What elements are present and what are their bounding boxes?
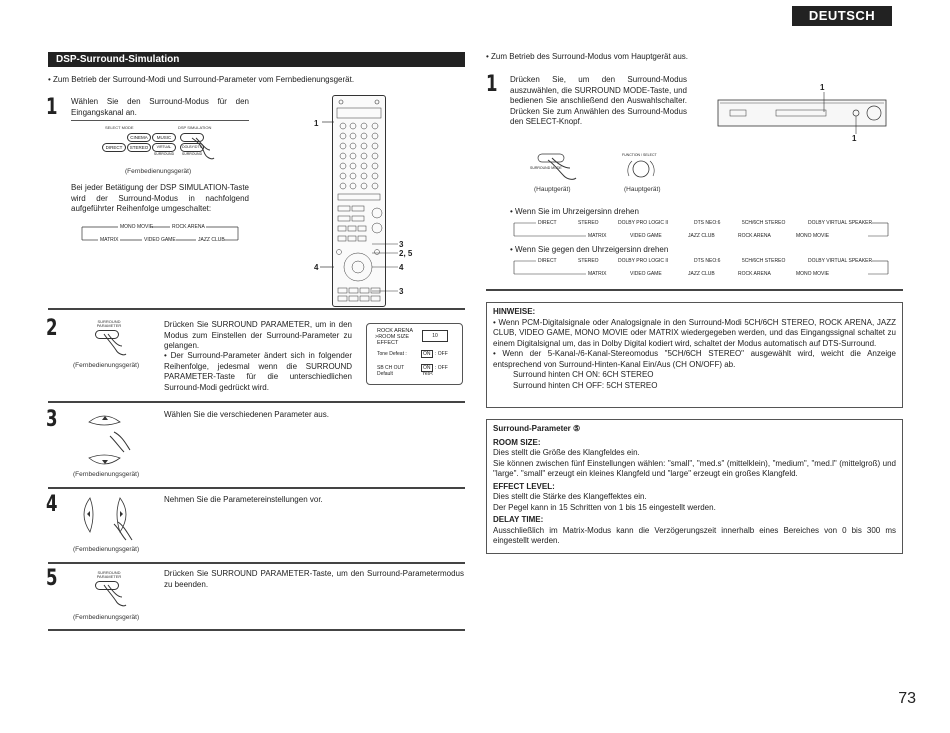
music-button[interactable]: MUSIC [152, 133, 176, 142]
right-step-1-number: 1 [486, 72, 498, 97]
remote-button-panel [100, 126, 220, 164]
cursor-left-right-buttons [76, 494, 138, 542]
dsp-simulation-flow [80, 222, 242, 246]
room-size-text-2: Sie können zwischen fünf Einstellungen wählen: "small", "med.s" (mittelklein), "medium", "med.l" (mittelgroß) und "large". "small" erzeugt ein kleines Klangfeld und "large" erzeugt ein großes Klangfeld. [493, 458, 896, 478]
flow-jazz-club: JAZZ CLUB [198, 237, 225, 243]
cw-direct: DIRECT [538, 220, 557, 226]
virtual-surround-button[interactable]: VIRTUAL SURROUND [153, 145, 175, 156]
osd-tone-label: Tone Defeat : [377, 351, 407, 357]
dolby-dts-button[interactable]: DOLBY/DTS SURROUND [181, 145, 203, 156]
step-1-caption: (Fernbedienungsgerät) [125, 168, 192, 175]
step-1-description: Bei jeder Betätigung der DSP SIMULATION-Taste wird der Surround-Modus in nachfolgend aufgeführter Reihenfolge umgeschaltet: [71, 183, 249, 213]
button-label: SURROUND PARAMETER [96, 319, 122, 328]
osd-display [366, 323, 463, 385]
step-3-number: 3 [46, 407, 58, 432]
cursor-up-down-buttons [84, 408, 134, 470]
main-caption-2: (Hauptgerät) [624, 186, 661, 193]
effect-level-text-2: Der Pegel kann in 15 Schritten von 1 bis 15 eingestellt werden. [493, 502, 716, 512]
cw-matrix: MATRIX [588, 233, 607, 239]
surround-parameter-button-illustration [90, 320, 130, 358]
btn-label-dsp-simulation: DSP SIMULATION [178, 125, 212, 130]
cw-jazz-club: JAZZ CLUB [688, 233, 715, 239]
ccw-rock-arena: ROCK ARENA [738, 271, 771, 277]
osd-on-2: ON [423, 365, 431, 371]
step-1-number: 1 [46, 95, 58, 120]
notes-bullet-1: • Wenn PCM-Digitalsignale oder Analogsignale in den Surround-Modi 5CH/6CH STEREO, ROCK ARENA, JAZZ CLUB, VIDEO GAME, MONO MOVIE oder MATRIX wiedergegeben werden, und das Eingangssignal schaltet zu einem Digitalsignal um, das in Dolby Digital kodiert wird, schaltet der Modus automatisch auf DTS-Surround. [493, 317, 896, 348]
callout-line-left [320, 263, 334, 271]
ccw-jazz-club: JAZZ CLUB [688, 271, 715, 277]
ccw-label: • Wenn Sie gegen den Uhrzeigersinn drehen [510, 245, 669, 254]
callout-line [320, 118, 334, 126]
step-divider [48, 401, 465, 403]
osd-default: Default [377, 371, 393, 377]
params-title: Surround-Parameter ⑤ [493, 424, 581, 433]
divider [486, 289, 903, 291]
flow-rock-arena: ROCK ARENA [172, 224, 205, 230]
step-4-number: 4 [46, 492, 58, 517]
device-callout-1: 1 [820, 83, 825, 92]
cw-dolby-virtual: DOLBY VIRTUAL SPEAKER [808, 220, 873, 226]
step-4-text: Nehmen Sie die Parametereinstellungen vor. [164, 495, 323, 504]
section-title: DSP-Surround-Simulation [48, 52, 465, 67]
cw-dolby-pro-logic: DOLBY PRO LOGIC II [618, 220, 669, 226]
surround-mode-label: SURROUND MODE [530, 166, 562, 170]
ccw-video-game: VIDEO GAME [630, 271, 662, 277]
ccw-matrix: MATRIX [588, 271, 607, 277]
callout-3b: 3 [399, 287, 404, 296]
cw-flow [512, 218, 890, 242]
room-size-text-1: Dies stellt die Größe des Klangfeldes ein. [493, 448, 640, 457]
step-3-caption: (Fernbedienungsgerät) [73, 471, 140, 478]
button-label: SURROUND PARAMETER [96, 570, 122, 579]
page-number: 73 [898, 690, 916, 707]
notes-box [486, 302, 903, 408]
ccw-stereo: STEREO [578, 258, 599, 264]
notes-bullet-2: • Wenn der 5-Kanal-/6-Kanal-Stereomodus "5CH/6CH STEREO" ausgewählt wird, weicht die Anzeige entsprechend von Surround-Hinten-Kanal Ein/Aus (CH ON/OFF) ab. [493, 349, 896, 369]
step-2-text: Drücken Sie SURROUND PARAMETER, um in den Modus zum Einstellen der Surround-Parameter zu gelangen. [164, 320, 352, 350]
step-1-text: Wählen Sie den Surround-Modus für den Eingangskanal an. [71, 97, 249, 117]
osd-off: : OFF [435, 351, 448, 357]
right-intro: • Zum Betrieb des Surround-Modus vom Hauptgerät aus. [486, 52, 689, 61]
right-step-1-text: Drücken Sie, um den Surround-Modus auszuwählen, die SURROUND MODE-Taste, und bedienen Sie anschließend den Auswahlschalter. Drücken Sie zum Anwählen des Surround-Modus den SELECT-Knopf. [510, 75, 687, 126]
osd-line-2: >ROOM SIZE [375, 334, 410, 340]
room-size-heading: ROOM SIZE: [493, 437, 541, 447]
osd-line-1: ROCK ARENA [377, 328, 414, 334]
finger-press-icon [98, 583, 128, 609]
step-2-number: 2 [46, 316, 58, 341]
ccw-dts-neo: DTS NEO:6 [694, 258, 721, 264]
device-callout-2: 1 [852, 134, 857, 143]
surround-parameter-box [486, 419, 903, 554]
osd-off-2: : OFF [435, 365, 448, 371]
left-intro: • Zum Betrieb der Surround-Modi und Surround-Parameter vom Fernbedienungsgerät. [48, 75, 355, 84]
cw-rock-arena: ROCK ARENA [738, 233, 771, 239]
ccw-flow [512, 256, 890, 280]
ccw-dolby-pro-logic: DOLBY PRO LOGIC II [618, 258, 669, 264]
cw-video-game: VIDEO GAME [630, 233, 662, 239]
ccw-dolby-virtual: DOLBY VIRTUAL SPEAKER [808, 258, 873, 264]
stereo-button[interactable]: STEREO [127, 143, 151, 152]
callout-1: 1 [314, 119, 319, 128]
effect-level-heading: EFFECT LEVEL: [493, 481, 555, 491]
select-knob-icon [624, 158, 664, 184]
direct-button[interactable]: DIRECT [102, 143, 126, 152]
osd-sb-label: SB CH OUT [377, 365, 405, 371]
delay-time-heading: DELAY TIME: [493, 515, 544, 524]
cw-label: • Wenn Sie im Uhrzeigersinn drehen [510, 207, 639, 216]
notes-line-1: Surround hinten CH ON: 6CH STEREO [513, 370, 654, 379]
main-caption-1: (Hauptgerät) [534, 186, 571, 193]
notes-line-2: Surround hinten CH OFF: 5CH STEREO [513, 380, 658, 390]
finger-press-icon [188, 136, 216, 162]
delay-time-text: Ausschließlich im Matrix-Modus kann die Verzögerungszeit innerhalb eines Bereiches von 0 bis 300 ms eingestellt werden. [493, 525, 896, 545]
step-2-bullet: • Der Surround-Parameter ändert sich in folgender Reihenfolge, jedesmal wenn die SURROUND PARAMETER-Taste für die unterschiedlichen Surround-Modi gedrückt wird. [164, 351, 352, 392]
cw-mono-movie: MONO MOVIE [796, 233, 830, 239]
finger-press-icon [98, 332, 128, 358]
flow-matrix: MATRIX [100, 237, 119, 243]
osd-effect-value: 10 [422, 330, 448, 342]
function-select-label: FUNCTION / SELECT [622, 153, 657, 157]
step-2-caption: (Fernbedienungsgerät) [73, 362, 140, 369]
main-unit-illustration [716, 92, 888, 134]
language-tab: DEUTSCH [792, 6, 892, 26]
notes-title: HINWEISE: [493, 307, 536, 316]
step-divider [48, 629, 465, 631]
step-5-caption: (Fernbedienungsgerät) [73, 614, 140, 621]
callout-2-5: 2, 5 [399, 249, 413, 258]
osd-yes: Yes< [422, 371, 434, 377]
callout-3a: 3 [399, 240, 404, 249]
ccw-5ch-6ch: 5CH/6CH STEREO [742, 258, 786, 264]
callout-4b: 4 [399, 263, 404, 272]
surround-parameter-button-illustration [90, 571, 130, 609]
step-divider [48, 308, 465, 310]
step-divider [48, 487, 465, 489]
cw-dts-neo: DTS NEO:6 [694, 220, 721, 226]
step-5-text: Drücken Sie SURROUND PARAMETER-Taste, um den Surround-Parametermodus zu beenden. [164, 569, 464, 589]
step-4-caption: (Fernbedienungsgerät) [73, 546, 140, 553]
cinema-button[interactable]: CINEMA [127, 133, 151, 142]
ccw-mono-movie: MONO MOVIE [796, 271, 830, 277]
effect-level-text-1: Dies stellt die Stärke des Klangeffektes ein. [493, 492, 647, 501]
divider [71, 120, 249, 121]
osd-line-3: EFFECT [377, 340, 399, 346]
ccw-direct: DIRECT [538, 258, 557, 264]
cw-stereo: STEREO [578, 220, 599, 226]
step-5-number: 5 [46, 566, 58, 591]
callout-lines [372, 240, 400, 295]
flow-video-game: VIDEO GAME [144, 237, 176, 243]
osd-on: ON [423, 351, 431, 357]
step-3-text: Wählen Sie die verschiedenen Parameter aus. [164, 410, 329, 419]
cw-5ch-6ch: 5CH/6CH STEREO [742, 220, 786, 226]
flow-mono-movie: MONO MOVIE [120, 224, 154, 230]
step-divider [48, 562, 465, 564]
callout-4a: 4 [314, 263, 319, 272]
btn-label-select-mode: SELECT MODE [105, 125, 134, 130]
